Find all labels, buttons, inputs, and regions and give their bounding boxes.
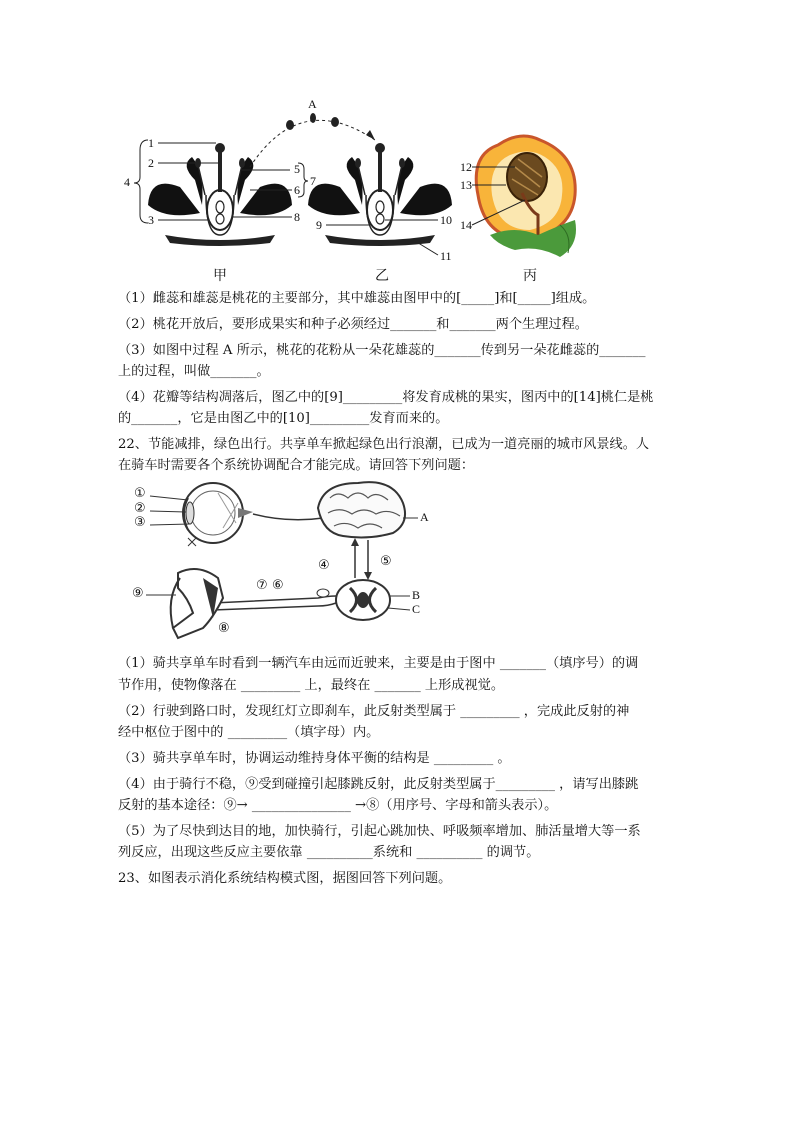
q23-line-1: 23、如图表示消化系统结构模式图，据图回答下列问题。	[118, 871, 452, 886]
q22-line-9: 列反应，出现这些反应主要依靠 __________系统和 __________ 的调节。	[118, 845, 540, 860]
label-4: 4	[124, 175, 130, 189]
q21-line-6: 的_______，它是由图乙中的[10]_________发育而来的。	[118, 411, 449, 426]
label-circle-4: ④	[318, 558, 330, 573]
caption-jia: 甲	[213, 268, 227, 284]
label-13: 13	[460, 178, 472, 192]
q22-intro-2: 在骑车时需要各个系统协调配合才能完成。请回答下列问题：	[118, 458, 475, 473]
label-A: A	[420, 510, 429, 524]
q21-line-1: （1）雌蕊和雄蕊是桃花的主要部分，其中雄蕊由图甲中的[_____]和[_____]组成。	[118, 291, 596, 306]
label-10: 10	[440, 213, 452, 227]
label-7: 7	[310, 174, 316, 188]
label-12: 12	[460, 160, 472, 174]
label-circle-1: ①	[134, 486, 146, 501]
q21-line-5: （4）花瓣等结构凋落后，图乙中的[9]_________将发育成桃的果实，图丙中的[14]桃仁是桃	[118, 390, 654, 405]
q22-line-5: （3）骑共享单车时，协调运动维持身体平衡的结构是 _________ 。	[118, 751, 511, 766]
q22-line-2: 节作用，使物像落在 _________ 上，最终在 _______ 上形成视觉。	[118, 678, 505, 693]
label-8: 8	[294, 210, 300, 224]
q22-intro-1: 22、节能减排，绿色出行。共享单车掀起绿色出行浪潮，已成为一道亮丽的城市风景线。人	[118, 437, 650, 452]
caption-yi: 乙	[375, 268, 389, 284]
q22-line-8: （5）为了尽快到达目的地，加快骑行，引起心跳加快、呼吸频率增加、肺活量增大等一系	[118, 824, 641, 839]
label-11: 11	[440, 249, 452, 263]
label-circle-8: ⑧	[218, 621, 230, 636]
question-23	[118, 0, 698, 900]
label-14: 14	[460, 218, 472, 232]
label-9: 9	[316, 218, 322, 232]
label-3: 3	[148, 213, 154, 227]
label-circle-9: ⑨	[132, 586, 144, 601]
label-circle-3: ③	[134, 515, 146, 530]
q22-line-4: 经中枢位于图中的 _________（填字母）内。	[118, 725, 380, 740]
caption-bing: 丙	[523, 268, 537, 284]
label-circle-7: ⑦	[256, 578, 268, 593]
q22-line-1: （1）骑共享单车时看到一辆汽车由远而近驶来，主要是由于图中 _______（填序号）的调	[118, 656, 639, 671]
q21-line-3: （3）如图中过程 A 所示，桃花的花粉从一朵花雄蕊的_______传到另一朵花雌蕊的_______	[118, 343, 646, 358]
label-6: 6	[294, 183, 300, 197]
label-circle-6: ⑥	[272, 578, 284, 593]
label-2: 2	[148, 156, 154, 170]
label-circle-2: ②	[134, 501, 146, 516]
label-5: 5	[294, 162, 300, 176]
q21-line-4: 上的过程，叫做_______。	[118, 364, 270, 379]
q22-line-3: （2）行驶到路口时，发现红灯立即刹车，此反射类型属于 _________ ，完成此反射的神	[118, 704, 630, 719]
q21-line-2: （2）桃花开放后，要形成果实和种子必须经过_______和_______两个生理过程。	[118, 317, 588, 332]
label-circle-5: ⑤	[380, 554, 392, 569]
label-C: C	[412, 602, 421, 616]
q22-line-6: （4）由于骑行不稳，⑨受到碰撞引起膝跳反射，此反射类型属于_________ ，请写出膝跳	[118, 777, 639, 792]
arrow-label-A: A	[308, 97, 317, 111]
q22-line-7: 反射的基本途径：⑨→ _______________ →⑧（用序号、字母和箭头表示）。	[118, 798, 558, 813]
label-1: 1	[148, 136, 154, 150]
label-B: B	[412, 588, 421, 602]
